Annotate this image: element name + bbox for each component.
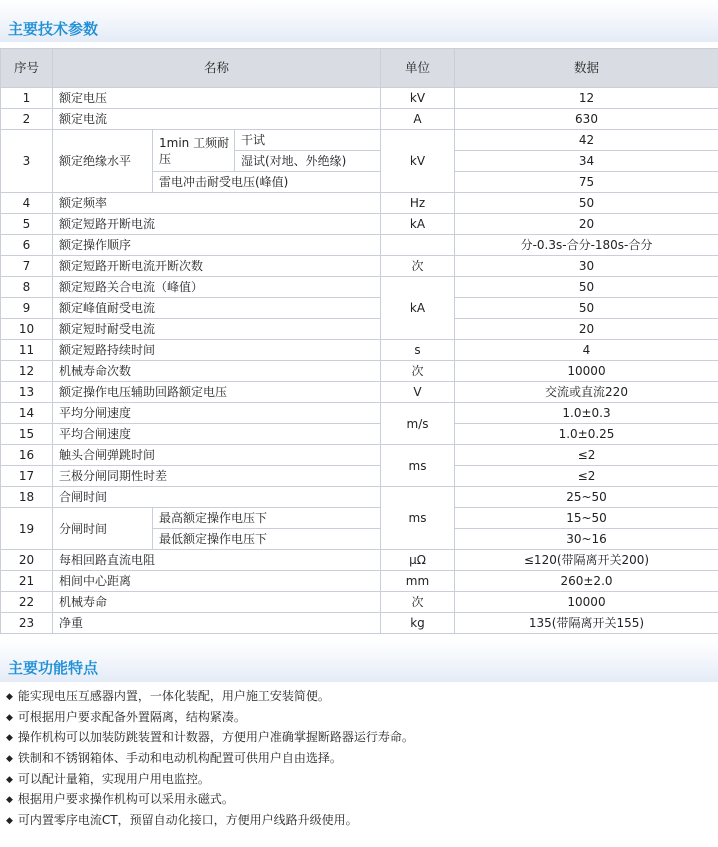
cell-value: 20 (455, 319, 718, 340)
table-row (1, 382, 718, 403)
list-item (6, 686, 414, 707)
cell-sub: 最高额定操作电压下 (153, 508, 381, 529)
cell-value: 10000 (455, 592, 718, 613)
cell-name: 额定频率 (53, 193, 381, 214)
cell-name: 额定电流 (53, 109, 381, 130)
table-row (1, 88, 718, 109)
cell-value: 1.0±0.25 (455, 424, 718, 445)
header-no: 序号 (1, 49, 53, 88)
feature-text: 能实现电压互感器内置，一体化装配，用户施工安装简便。 (17, 689, 330, 703)
cell-value: 20 (455, 214, 718, 235)
cell-unit: V (381, 382, 455, 403)
table-row (1, 130, 718, 151)
cell-value: 630 (455, 109, 718, 130)
cell-no: 9 (1, 298, 53, 319)
cell-name: 机械寿命 (53, 592, 381, 613)
table-row (1, 508, 718, 529)
table-row (1, 403, 718, 424)
table-row (1, 466, 718, 487)
cell-name: 额定短路持续时间 (53, 340, 381, 361)
cell-unit: Hz (381, 193, 455, 214)
cell-unit: 次 (381, 361, 455, 382)
section-header-bg (0, 0, 718, 42)
table-row (1, 445, 718, 466)
table-row (1, 361, 718, 382)
cell-value: 260±2.0 (455, 571, 718, 592)
cell-no: 11 (1, 340, 53, 361)
table-row (1, 571, 718, 592)
cell-name: 额定峰值耐受电流 (53, 298, 381, 319)
cell-no: 16 (1, 445, 53, 466)
section-title-features: 主要功能特点 (8, 659, 99, 677)
cell-unit (381, 235, 455, 256)
cell-name: 额定短路关合电流（峰值） (53, 277, 381, 298)
diamond-bullet-icon: ◆ (6, 774, 13, 785)
cell-sub: 最低额定操作电压下 (153, 529, 381, 550)
cell-name: 额定绝缘水平 (53, 130, 153, 193)
cell-unit: ms (381, 487, 455, 550)
spec-table (0, 48, 718, 634)
cell-name: 平均合闸速度 (53, 424, 381, 445)
cell-no: 5 (1, 214, 53, 235)
cell-unit: ms (381, 445, 455, 487)
cell-no: 22 (1, 592, 53, 613)
cell-no: 14 (1, 403, 53, 424)
table-row (1, 550, 718, 571)
cell-name: 分闸时间 (53, 508, 153, 550)
table-row (1, 298, 718, 319)
cell-unit: s (381, 340, 455, 361)
feature-text: 根据用户要求操作机构可以采用永磁式。 (17, 792, 234, 807)
cell-value: ≤2 (455, 445, 718, 466)
cell-unit: kA (381, 214, 455, 235)
cell-value: 30~16 (455, 529, 718, 550)
feature-text: 可以配计量箱，实现用户用电监控。 (17, 771, 210, 786)
header-data: 数据 (455, 49, 718, 88)
table-row (1, 214, 718, 235)
list-item (6, 810, 414, 831)
list-item (6, 727, 414, 748)
cell-no: 17 (1, 466, 53, 487)
cell-no: 20 (1, 550, 53, 571)
cell-value: 135(带隔离开关155) (455, 613, 718, 634)
cell-value: 1.0±0.3 (455, 403, 718, 424)
list-item (6, 748, 414, 769)
cell-name: 机械寿命次数 (53, 361, 381, 382)
diamond-bullet-icon: ◆ (6, 816, 13, 827)
cell-name: 额定操作电压辅助回路额定电压 (53, 382, 381, 403)
cell-no: 6 (1, 235, 53, 256)
cell-name: 额定短路开断电流开断次数 (53, 256, 381, 277)
cell-no: 19 (1, 508, 53, 550)
table-row (1, 592, 718, 613)
cell-value: 34 (455, 151, 718, 172)
diamond-bullet-icon: ◆ (6, 733, 13, 744)
cell-no: 2 (1, 109, 53, 130)
cell-no: 13 (1, 382, 53, 403)
feature-text: 可内置零序电流CT，预留自动化接口，方便用户线路升级使用。 (17, 813, 358, 828)
cell-name: 平均分闸速度 (53, 403, 381, 424)
cell-name: 三极分闸同期性时差 (53, 466, 381, 487)
cell-unit: μΩ (381, 550, 455, 571)
cell-name: 净重 (53, 613, 381, 634)
cell-unit: A (381, 109, 455, 130)
table-row (1, 193, 718, 214)
table-row (1, 424, 718, 445)
cell-unit: kg (381, 613, 455, 634)
cell-value: 分-0.3s-合分-180s-合分 (455, 235, 718, 256)
cell-value: 15~50 (455, 508, 718, 529)
cell-no: 12 (1, 361, 53, 382)
cell-no: 23 (1, 613, 53, 634)
cell-value: 12 (455, 88, 718, 109)
cell-no: 3 (1, 130, 53, 193)
cell-value: 25~50 (455, 487, 718, 508)
table-row (1, 256, 718, 277)
list-item (6, 789, 414, 810)
cell-unit: mm (381, 571, 455, 592)
cell-name: 每相回路直流电阻 (53, 550, 381, 571)
cell-value: ≤120(带隔离开关200) (455, 550, 718, 571)
cell-sub: 雷电冲击耐受电压(峰值) (153, 172, 381, 193)
cell-name: 额定操作顺序 (53, 235, 381, 256)
feature-text: 操作机构可以加装防跳装置和计数器，方便用户准确掌握断路器运行寿命。 (17, 730, 414, 745)
table-row (1, 613, 718, 634)
cell-name: 触头合闸弹跳时间 (53, 445, 381, 466)
cell-no: 1 (1, 88, 53, 109)
cell-sub: 湿试(对地、外绝缘) (235, 151, 381, 172)
header-name: 名称 (53, 49, 381, 88)
cell-value: ≤2 (455, 466, 718, 487)
table-row (1, 319, 718, 340)
table-row (1, 235, 718, 256)
cell-unit: 次 (381, 256, 455, 277)
cell-unit: kV (381, 88, 455, 109)
feature-text: 可根据用户要求配备外置隔离，结构紧凑。 (17, 709, 246, 724)
feature-list (6, 686, 414, 831)
section-title-specs: 主要技术参数 (8, 20, 99, 38)
cell-unit: kV (381, 130, 455, 193)
cell-value: 50 (455, 298, 718, 319)
cell-name: 额定电压 (53, 88, 381, 109)
cell-name: 额定短时耐受电流 (53, 319, 381, 340)
table-row (1, 487, 718, 508)
header-unit: 单位 (381, 49, 455, 88)
cell-unit: m/s (381, 403, 455, 445)
cell-value: 42 (455, 130, 718, 151)
cell-value: 50 (455, 277, 718, 298)
cell-sub: 干试 (235, 130, 381, 151)
diamond-bullet-icon: ◆ (6, 712, 13, 723)
cell-name: 相间中心距离 (53, 571, 381, 592)
cell-unit: kA (381, 277, 455, 340)
diamond-bullet-icon: ◆ (6, 692, 13, 702)
cell-no: 8 (1, 277, 53, 298)
diamond-bullet-icon: ◆ (6, 795, 13, 806)
cell-value: 10000 (455, 361, 718, 382)
cell-unit: 次 (381, 592, 455, 613)
cell-name: 合闸时间 (53, 487, 381, 508)
list-item (6, 707, 414, 728)
table-row (1, 340, 718, 361)
cell-no: 10 (1, 319, 53, 340)
cell-value: 4 (455, 340, 718, 361)
table-header-row (1, 49, 718, 88)
cell-no: 7 (1, 256, 53, 277)
cell-value: 30 (455, 256, 718, 277)
cell-no: 15 (1, 424, 53, 445)
cell-value: 交流或直流220 (455, 382, 718, 403)
list-item (6, 769, 414, 790)
diamond-bullet-icon: ◆ (6, 754, 13, 765)
cell-subgroup: 1min 工频耐压 (153, 130, 235, 172)
table-row (1, 109, 718, 130)
table-row (1, 277, 718, 298)
cell-no: 21 (1, 571, 53, 592)
cell-value: 75 (455, 172, 718, 193)
cell-name: 额定短路开断电流 (53, 214, 381, 235)
feature-text: 铁制和不锈钢箱体、手动和电动机构配置可供用户自由选择。 (17, 751, 342, 766)
section-header-bg (0, 640, 718, 682)
cell-no: 4 (1, 193, 53, 214)
cell-no: 18 (1, 487, 53, 508)
cell-value: 50 (455, 193, 718, 214)
